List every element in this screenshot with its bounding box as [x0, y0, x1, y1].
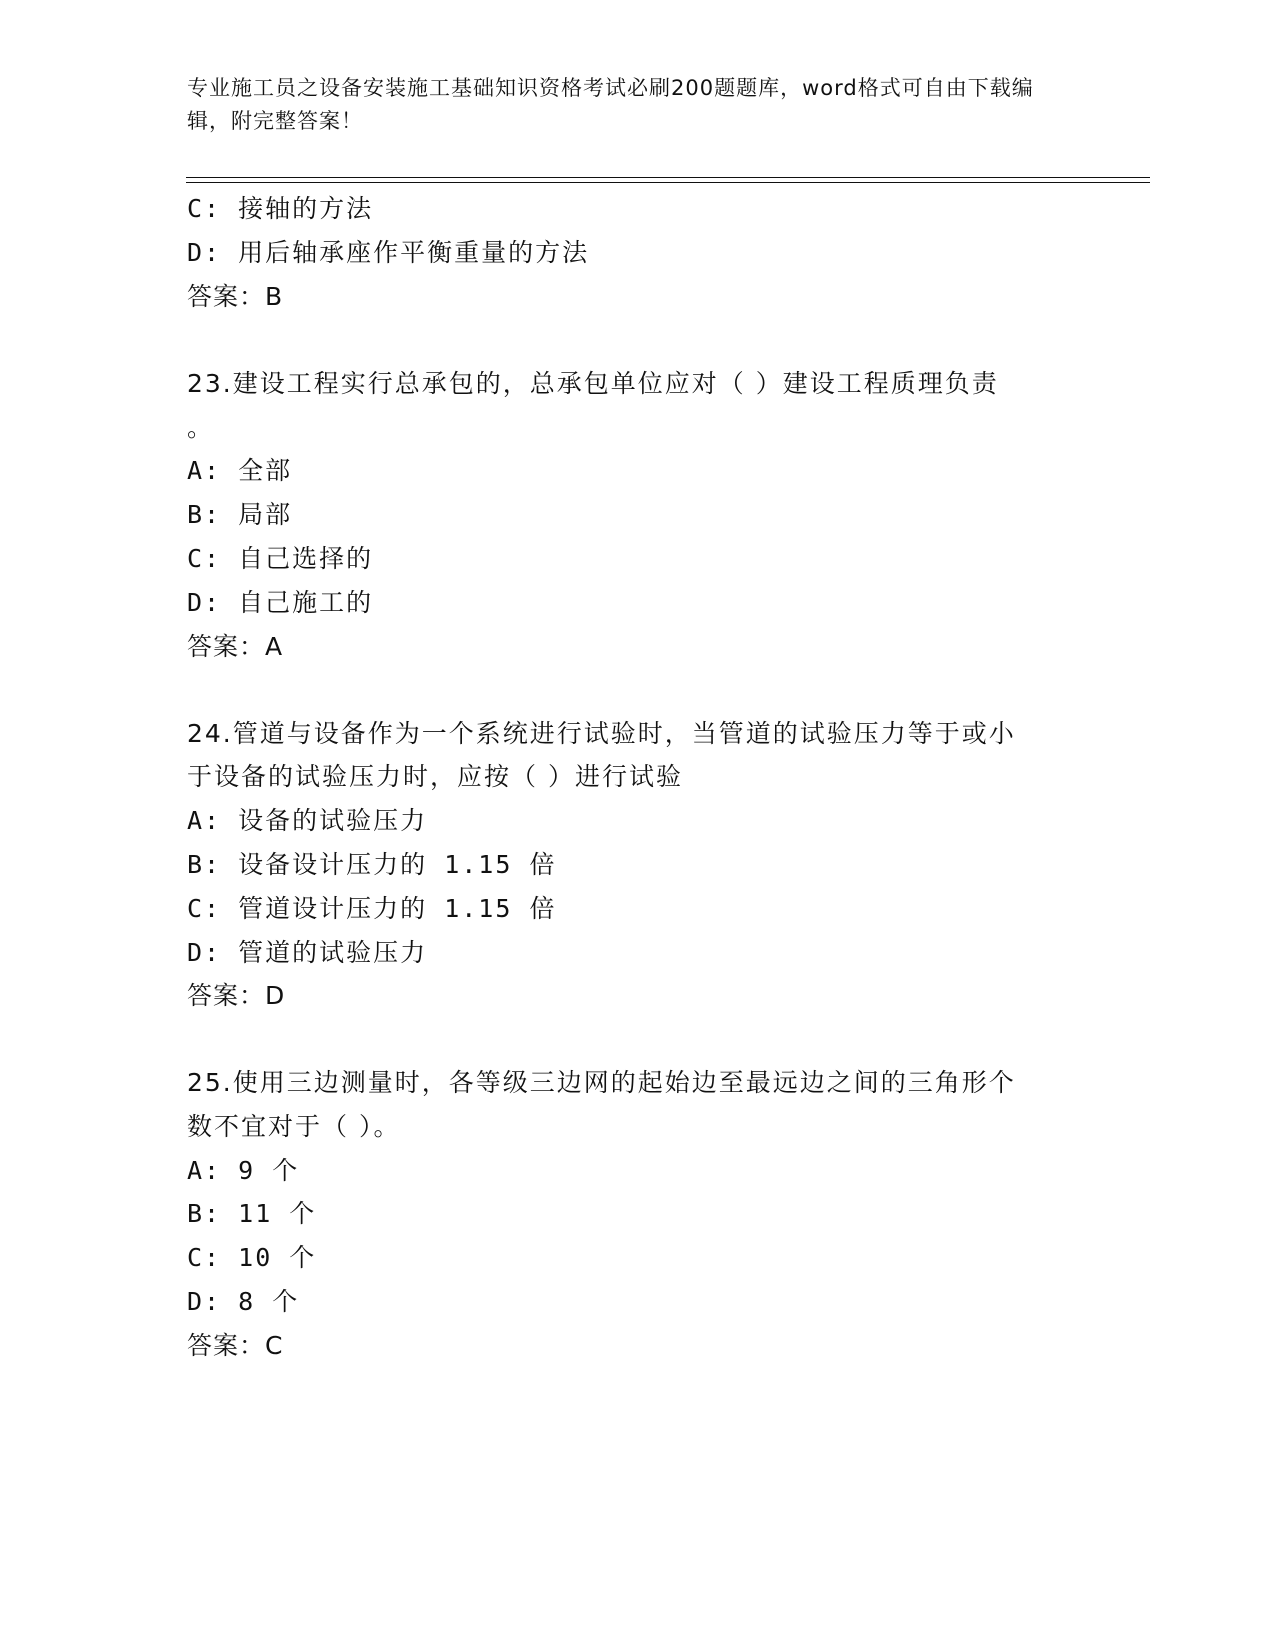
question-23-line-1: 23.建设工程实行总承包的，总承包单位应对（ ）建设工程质理负责: [187, 369, 999, 398]
question-25-line-1: 25.使用三边测量时，各等级三边网的起始边至最远边之间的三角形个: [187, 1068, 1016, 1097]
question-23-line-2: 。: [187, 413, 215, 442]
header-rule-bottom: [186, 182, 1150, 183]
question-25-option-a: A: 9 个: [187, 1156, 300, 1185]
question-24-option-d: D: 管道的试验压力: [187, 938, 428, 967]
question-24-option-a: A: 设备的试验压力: [187, 806, 428, 835]
question-25-option-d: D: 8 个: [187, 1287, 300, 1316]
question-23-option-d: D: 自己施工的: [187, 588, 374, 617]
question-25-line-2: 数不宜对于（ ）。: [187, 1112, 401, 1141]
prev-answer: 答案：B: [187, 282, 284, 311]
question-24-option-b: B: 设备设计压力的 1.15 倍: [187, 850, 557, 879]
question-25-option-c: C: 10 个: [187, 1243, 317, 1272]
question-24-option-c: C: 管道设计压力的 1.15 倍: [187, 894, 557, 923]
question-24-answer: 答案：D: [187, 981, 286, 1010]
document-header: 专业施工员之设备安装施工基础知识资格考试必刷200题题库，word格式可自由下载编辑，附完整答案！: [187, 76, 1034, 133]
question-25-option-b: B: 11 个: [187, 1199, 317, 1228]
question-23-option-c: C: 自己选择的: [187, 544, 374, 573]
prev-option-d: D: 用后轴承座作平衡重量的方法: [187, 238, 590, 267]
question-25-answer: 答案：C: [187, 1331, 284, 1360]
question-24-line-1: 24.管道与设备作为一个系统进行试验时，当管道的试验压力等于或小: [187, 719, 1016, 748]
prev-option-c: C: 接轴的方法: [187, 194, 374, 223]
question-23-option-b: B: 局部: [187, 500, 293, 529]
question-23-option-a: A: 全部: [187, 456, 293, 485]
question-24-line-2: 于设备的试验压力时，应按（ ）进行试验: [187, 762, 683, 791]
header-rule-top: [186, 177, 1150, 178]
question-23-answer: 答案：A: [187, 632, 284, 661]
